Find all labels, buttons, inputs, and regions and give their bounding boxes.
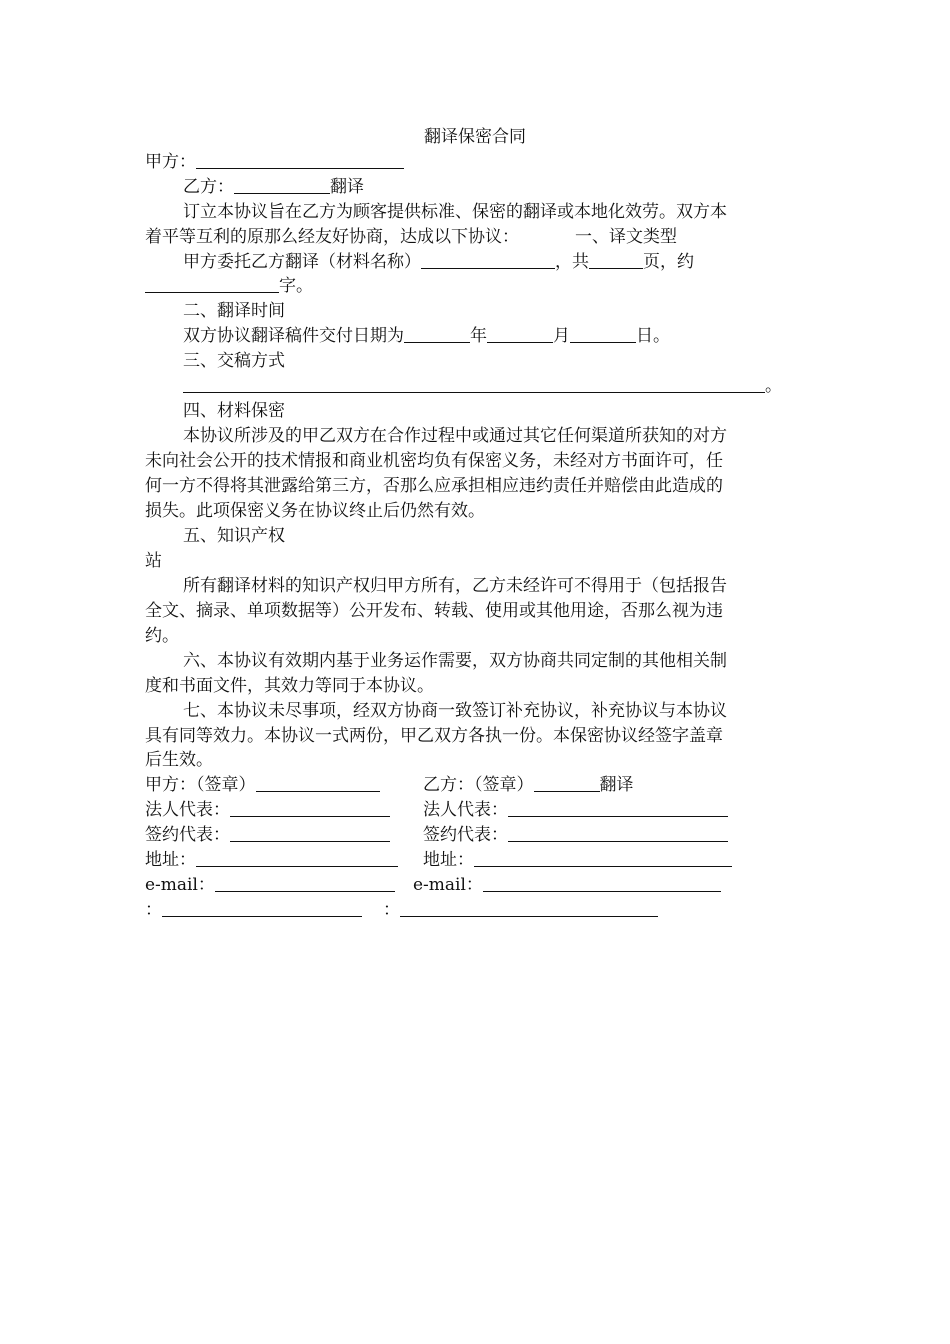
legal-rep-row: 法人代表： 法人代表： [145,798,805,822]
party-a-legal-rep-blank[interactable] [230,798,390,817]
party-a-extra-blank[interactable] [162,898,362,917]
section-6-line-1: 六、本协议有效期内基于业务运作需要，双方协商共同定制的其他相关制 [183,651,727,671]
section-7-line-3: 后生效。 [145,750,213,770]
party-b-email-blank[interactable] [483,873,721,892]
party-b-blank[interactable] [234,175,330,194]
party-b-extra-blank[interactable] [400,898,658,917]
party-b-line: 乙方： 翻译 [183,177,364,197]
document-title: 翻译保密合同 [424,127,526,147]
section-1-title: 一、译文类型 [575,227,677,247]
party-a-blank[interactable] [196,150,404,169]
section-7-line-1: 七、本协议未尽事项，经双方协商一致签订补充协议，补充协议与本协议 [183,701,727,721]
section-5-line-3: 约。 [145,626,179,646]
day-blank[interactable] [570,324,636,343]
section-7-line-2: 具有同等效力。本协议一式两份，甲乙双方各执一份。本保密协议经签字盖章 [145,726,723,746]
section-3-title: 三、交稿方式 [183,351,285,371]
intro-line-1: 订立本协议旨在乙方为顾客提供标准、保密的翻译或本地化效劳。双方本 [183,202,727,222]
party-b-seal-blank[interactable] [534,773,600,792]
word-count-blank[interactable] [145,274,279,293]
section-2-title: 二、翻译时间 [183,301,285,321]
extra-row: ： ： [145,898,805,922]
party-b-sign-rep-blank[interactable] [508,823,728,842]
section-5-line-1: 所有翻译材料的知识产权归甲方所有，乙方未经许可不得用于（包括报告 [183,576,727,596]
sign-rep-row: 签约代表： 签约代表： [145,823,805,847]
section-1-line-2: 字。 [145,274,805,298]
party-a-email-blank[interactable] [215,873,395,892]
section-5-title: 五、知识产权 [183,526,285,546]
party-a-seal-blank[interactable] [256,773,380,792]
email-row: e-mail： e-mail： [145,873,805,897]
section-3-line: 。 [183,374,805,398]
month-blank[interactable] [487,324,553,343]
section-6-line-2: 度和书面文件，其效力等同于本协议。 [145,676,434,696]
delivery-method-blank[interactable] [183,374,765,393]
material-name-blank[interactable] [421,250,555,269]
party-a-sign-rep-blank[interactable] [230,823,390,842]
section-2-line: 双方协议翻译稿件交付日期为 年 月 日。 [183,326,670,346]
section-4-line-1: 本协议所涉及的甲乙双方在合作过程中或通过其它任何渠道所获知的对方 [183,426,727,446]
section-4-title: 四、材料保密 [183,401,285,421]
party-a-line: 甲方： [145,150,805,174]
section-4-line-3: 何一方不得将其泄露给第三方，否那么应承担相应违约责任并赔偿由此造成的 [145,476,723,496]
section-4-line-4: 损失。此项保密义务在协议终止后仍然有效。 [145,501,485,521]
section-5-line-2: 全文、摘录、单项数据等）公开发布、转载、使用或其他用途，否那么视为违 [145,601,723,621]
intro-line-2: 着平等互利的原那么经友好协商，达成以下协议： 一、译文类型 [145,227,677,247]
year-blank[interactable] [404,324,470,343]
address-row: 地址： 地址： [145,848,805,872]
page-count-blank[interactable] [589,250,643,269]
stray-character: 站 [145,551,162,571]
party-b-address-blank[interactable] [474,848,732,867]
party-a-address-blank[interactable] [196,848,398,867]
section-4-line-2: 未向社会公开的技术情报和商业机密均负有保密义务，未经对方书面许可，任 [145,451,723,471]
section-1-line-1: 甲方委托乙方翻译（材料名称） ，共 页，约 [183,252,694,272]
seal-row: 甲方：（签章） 乙方：（签章） 翻译 [145,775,634,795]
party-b-legal-rep-blank[interactable] [508,798,728,817]
